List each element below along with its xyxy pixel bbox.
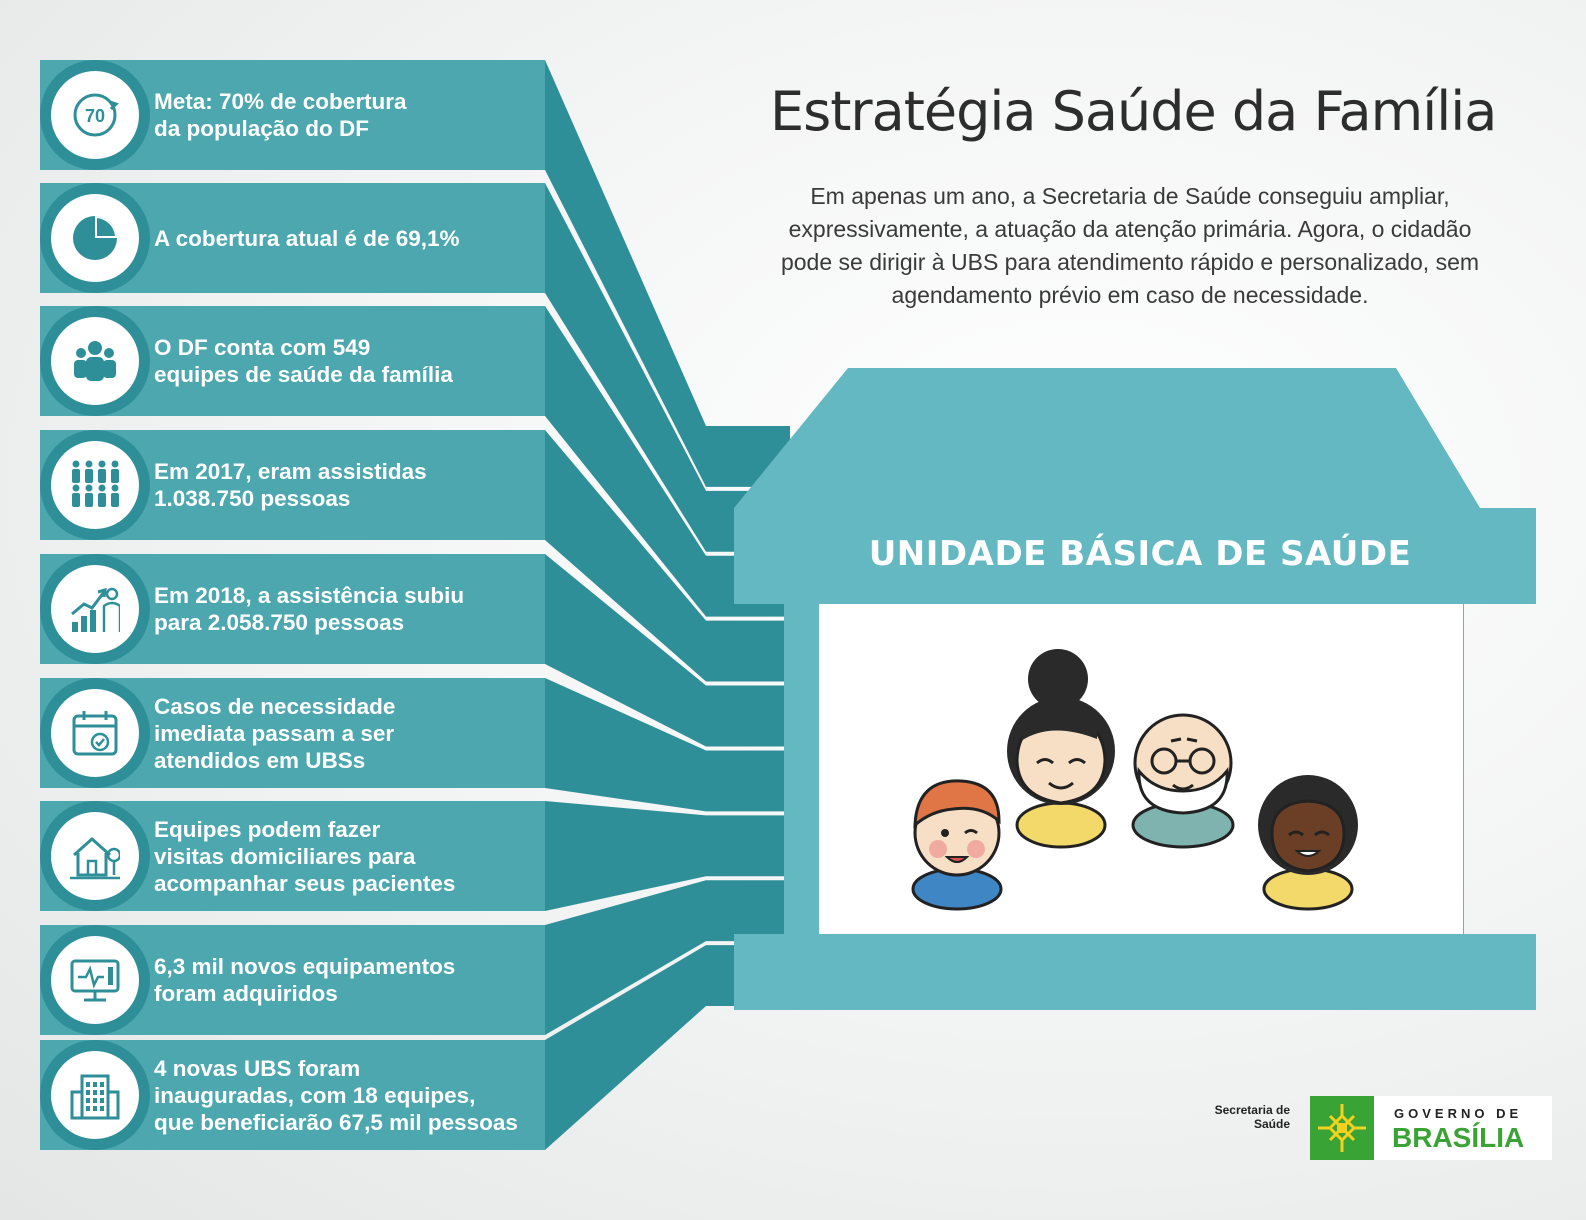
info-text: O DF conta com 549 equipes de saúde da família	[154, 335, 453, 387]
calendar-check-icon	[70, 708, 120, 758]
info-text: Equipes podem fazer visitas domiciliares para acompanhar seus pacientes	[154, 816, 456, 896]
secretaria-logo: Secretaria de Saúde	[1214, 1103, 1290, 1131]
info-row	[40, 60, 545, 170]
info-row	[40, 554, 545, 664]
icon-circle	[40, 60, 150, 170]
info-text: Casos de necessidade imediata passam a ser atendidos em UBSs	[154, 693, 396, 773]
page-title: Estratégia Saúde da Família	[770, 80, 1497, 143]
icon-circle	[40, 925, 150, 1035]
people-grid-icon	[70, 460, 120, 510]
icon-circle	[40, 306, 150, 416]
icon-circle	[40, 801, 150, 911]
icon-circle	[40, 430, 150, 540]
hospital-building-icon	[70, 1070, 120, 1120]
girl-avatar	[1258, 775, 1358, 909]
info-text: 4 novas UBS foram inauguradas, com 18 equipes, que beneficiarão 67,5 mil pessoas	[154, 1055, 518, 1135]
icon-circle	[40, 1040, 150, 1150]
info-text: A cobertura atual é de 69,1%	[154, 225, 460, 251]
intro-paragraph: Em apenas um ano, a Secretaria de Saúde conseguiu ampliar, expressivamente, a atuação da atenção primária. Agora, o cidadão pode se dirigir à UBS para atendimento rápido e personalizado, sem agendamento prévio em caso de necessidade.	[780, 183, 1480, 308]
icon-circle	[40, 678, 150, 788]
icon-circle	[40, 554, 150, 664]
growth-chart-icon	[70, 584, 120, 634]
icon-circle	[40, 183, 150, 293]
target-70-icon	[70, 90, 120, 140]
medical-monitor-icon	[70, 955, 120, 1005]
target-70-badge: 70	[84, 106, 106, 126]
ubs-label: UNIDADE BÁSICA DE SAÚDE	[868, 534, 1412, 574]
info-row	[40, 925, 545, 1035]
grandpa-avatar	[1133, 715, 1233, 847]
team-icon	[70, 336, 120, 386]
info-row	[40, 1040, 545, 1150]
info-row	[40, 801, 545, 911]
pie-chart-icon	[70, 213, 120, 263]
family-illustration	[821, 611, 1465, 941]
brasilia-label: BRASÍLIA	[1392, 1122, 1525, 1153]
info-row	[40, 678, 545, 788]
home-visit-icon	[70, 831, 120, 881]
info-text: Em 2018, a assistência subiu para 2.058.750 pessoas	[154, 583, 465, 635]
info-text: 6,3 mil novos equipamentos foram adquiridos	[154, 954, 456, 1006]
info-row	[40, 183, 545, 293]
brasilia-flag-icon	[1310, 1096, 1374, 1160]
governo-label: GOVERNO DE	[1394, 1106, 1523, 1121]
boy-avatar	[913, 781, 1001, 909]
info-text: Meta: 70% de cobertura da população do DF	[154, 89, 407, 141]
governo-brasilia-logo	[1310, 1096, 1552, 1160]
info-row	[40, 306, 545, 416]
info-row	[40, 430, 545, 540]
woman-avatar	[1007, 649, 1115, 847]
info-text: Em 2017, eram assistidas 1.038.750 pessoas	[154, 459, 427, 511]
